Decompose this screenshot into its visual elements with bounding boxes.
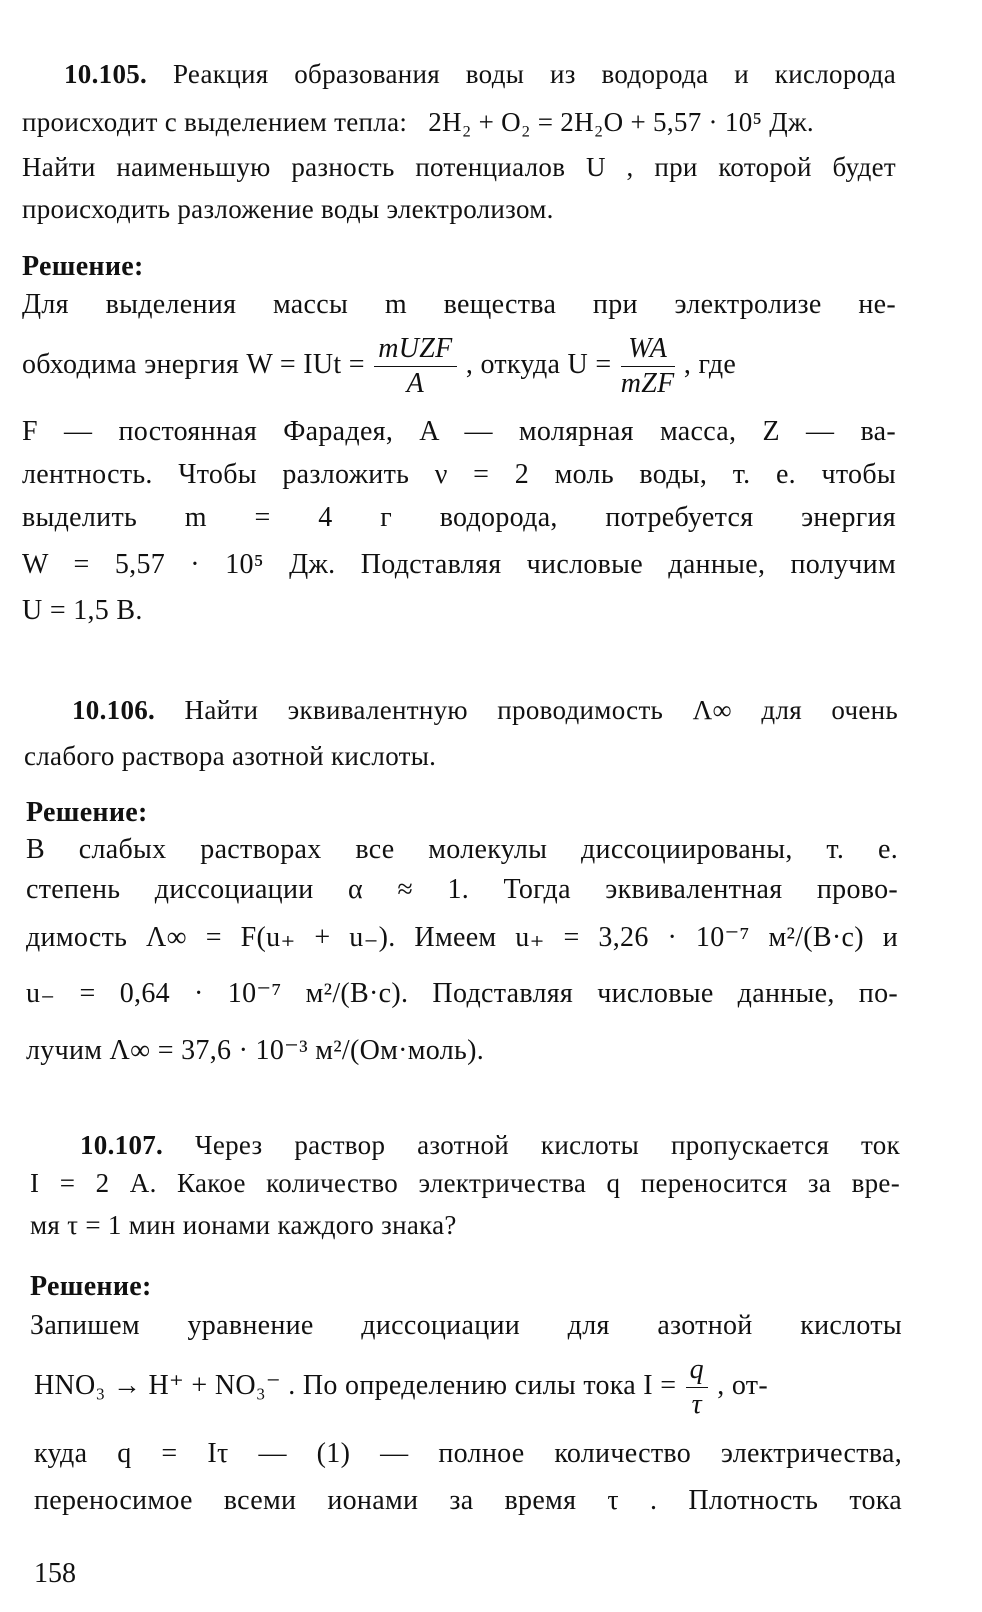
problem-text: I = 2 А. Какое количество электричества q переносится за вре-: [30, 1168, 900, 1198]
problem-number: 10.106.: [72, 695, 156, 725]
problem-text: происходит с выделением тепла:: [22, 107, 408, 137]
solution-text: u₋ = 0,64 · 10⁻⁷ м²/(В·с). Подставляя числовые данные, по-: [26, 978, 898, 1009]
solution-header: Решение:: [22, 251, 144, 282]
solution-10-106-line-3: [26, 920, 898, 956]
solution-text: , откуда U =: [465, 349, 612, 380]
solution-10-107-line-4: [34, 1483, 902, 1519]
solution-header: Решение:: [30, 1271, 152, 1302]
problem-10-107-line-2: [30, 1165, 900, 1201]
solution-10-106-line-1: [26, 832, 898, 868]
solution-text: димость Λ∞ = F(u₊ + u₋). Имеем u₊ = 3,26 · 10⁻⁷ м²/(В·с) и: [26, 922, 898, 953]
fraction-muzf-over-a: [374, 332, 456, 401]
solution-text: Запишем уравнение диссоциации для азотной кислоты: [30, 1310, 902, 1341]
page-number: 158: [34, 1558, 76, 1589]
solution-text: степень диссоциации α ≈ 1. Тогда эквивалентная прово-: [26, 874, 898, 905]
solution-10-105-line-5: [22, 500, 896, 536]
solution-header: Решение:: [26, 797, 148, 828]
problem-10-106-line-1: [72, 692, 898, 728]
problem-10-105-line-2: [22, 104, 898, 140]
solution-text: переносимое всеми ионами за время τ . Плотность тока: [34, 1485, 902, 1516]
solution-10-106-line-4: [26, 976, 898, 1012]
problem-text: мя τ = 1 мин ионами каждого знака?: [30, 1210, 457, 1240]
problem-text: Найти эквивалентную проводимость Λ∞ для очень: [184, 695, 898, 725]
problem-text: происходить разложение воды электролизом.: [22, 194, 554, 224]
solution-10-105-line-7: [22, 593, 143, 629]
fraction-numerator: WA: [621, 332, 675, 367]
solution-10-107-line-3: [34, 1436, 902, 1472]
solution-10-107-line-1: [30, 1308, 902, 1344]
solution-answer: U = 1,5 В.: [22, 595, 143, 626]
problem-number: 10.107.: [80, 1130, 164, 1160]
solution-text: , от-: [717, 1370, 768, 1401]
problem-text: Найти наименьшую разность потенциалов U , при которой будет: [22, 152, 896, 182]
solution-text: W = 5,57 · 10⁵ Дж. Подставляя числовые данные, получим: [22, 549, 896, 580]
solution-text: Для выделения массы m вещества при электролизе не-: [22, 289, 896, 320]
solution-10-106-line-2: [26, 872, 898, 908]
fraction-numerator: mUZF: [374, 332, 456, 367]
solution-10-107-line-2: [34, 1346, 902, 1426]
solution-10-105-line-2: [22, 325, 902, 405]
problem-number: 10.105.: [64, 59, 148, 89]
solution-answer: лучим Λ∞ = 37,6 · 10⁻³ м²/(Ом·моль).: [26, 1035, 485, 1066]
fraction-denominator: τ: [691, 1389, 702, 1421]
solution-10-106-line-5: [26, 1033, 484, 1069]
problem-10-105-line-3: [22, 149, 896, 185]
fraction-wa-over-mzf: [621, 332, 675, 401]
solution-text: лентность. Чтобы разложить ν = 2 моль воды, т. е. чтобы: [22, 459, 896, 490]
problem-10-106-line-2: [24, 738, 436, 774]
problem-10-107-line-1: [80, 1127, 900, 1163]
solution-10-105-line-1: [22, 287, 896, 323]
solution-text: обходима энергия W = IUt =: [22, 349, 365, 380]
solution-text: HNO₃ → H⁺ + NO₃⁻ . По определению силы тока I =: [34, 1370, 677, 1401]
problem-10-105-line-4: [22, 191, 554, 227]
solution-text: F — постоянная Фарадея, A — молярная масса, Z — ва-: [22, 416, 896, 447]
solution-text: , где: [683, 349, 737, 380]
solution-10-105-line-3: [22, 414, 896, 450]
solution-text: куда q = Iτ — (1) — полное количество электричества,: [34, 1438, 902, 1469]
problem-text: Через раствор азотной кислоты пропускается ток: [194, 1130, 900, 1160]
reaction-equation: 2H₂ + O₂ = 2H₂O + 5,57 · 10⁵ Дж.: [428, 107, 814, 137]
solution-text: выделить m = 4 г водорода, потребуется энергия: [22, 502, 896, 533]
solution-text: В слабых растворах все молекулы диссоциированы, т. е.: [26, 834, 898, 865]
problem-10-105-line-1: [64, 56, 896, 92]
problem-10-107-line-3: [30, 1207, 457, 1243]
problem-text: слабого раствора азотной кислоты.: [24, 741, 437, 771]
solution-10-105-line-6: [22, 547, 896, 583]
problem-text: Реакция образования воды из водорода и кислорода: [172, 59, 896, 89]
fraction-denominator: mZF: [620, 368, 675, 400]
fraction-q-over-tau: [686, 1353, 708, 1422]
solution-10-105-line-4: [22, 457, 896, 493]
fraction-numerator: q: [686, 1353, 708, 1388]
fraction-denominator: A: [406, 368, 425, 400]
